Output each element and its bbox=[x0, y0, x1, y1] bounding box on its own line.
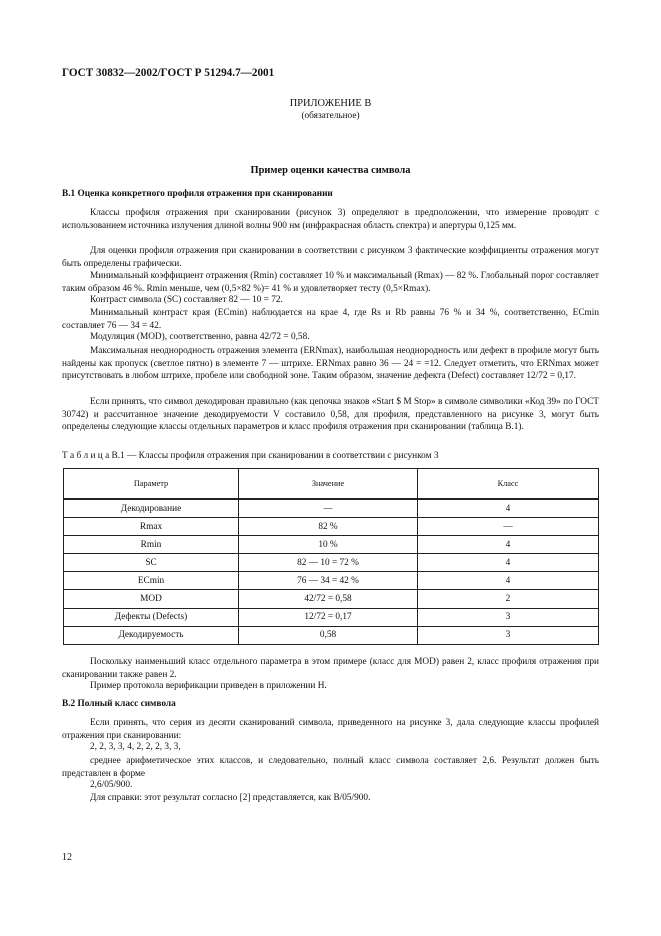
appendix-title: ПРИЛОЖЕНИЕ В bbox=[289, 98, 372, 109]
table-header-row bbox=[64, 469, 599, 500]
section-1-paragraph-6: Модуляция (MOD), соответственно, равна 42/72 = 0,58. bbox=[90, 332, 310, 342]
cell-parameter: ECmin bbox=[64, 572, 239, 590]
document-header: ГОСТ 30832—2002/ГОСТ Р 51294.7—2001 bbox=[62, 67, 275, 79]
cell-class: — bbox=[418, 518, 599, 536]
cell-class: 4 bbox=[418, 572, 599, 590]
section-2-heading: В.2 Полный класс символа bbox=[62, 699, 176, 709]
cell-class: 4 bbox=[418, 536, 599, 554]
section-1-paragraph-3: Минимальный коэффициент отражения (Rmin) составляет 10 % и максимальный (Rmax) — 82 %. Глобальный порог составляет таким образом 46 %. Rmin меньше, чем (0,5×82 %)= 41 % и удовлетворяет тесту (0,5×Rmax). bbox=[62, 271, 599, 294]
cell-parameter: MOD bbox=[64, 590, 239, 608]
table-row bbox=[64, 518, 599, 536]
cell-value: 76 — 34 = 42 % bbox=[239, 572, 418, 590]
cell-value: 12/72 = 0,17 bbox=[239, 608, 418, 626]
main-title: Пример оценки качества символа bbox=[250, 165, 411, 176]
table-row bbox=[64, 608, 599, 626]
appendix-status: (обязательное) bbox=[301, 111, 360, 121]
section-2-paragraph-2: 2, 2, 3, 3, 4, 2, 2, 2, 3, 3, bbox=[90, 742, 181, 752]
table-row bbox=[64, 572, 599, 590]
cell-parameter: Декодирование bbox=[64, 499, 239, 518]
table-caption: Т а б л и ц а В.1 — Классы профиля отражения при сканировании в соответствии с рисунком 3 bbox=[62, 451, 439, 461]
section-2-paragraph-5: Для справки: этот результат согласно [2] представляется, как В/05/900. bbox=[90, 793, 371, 803]
cell-parameter: SC bbox=[64, 554, 239, 572]
cell-value: — bbox=[239, 499, 418, 518]
section-1-paragraph-5: Минимальный контраст края (ECmin) наблюдается на крае 4, где Rs и Rb равны 76 % и 34 %, соответственно, ECmin составляет 76 — 34 = 42. bbox=[62, 308, 599, 331]
cell-class: 3 bbox=[418, 608, 599, 626]
section-1-paragraph-4: Контраст символа (SC) составляет 82 — 10 = 72. bbox=[90, 295, 283, 305]
cell-parameter: Дефекты (Defects) bbox=[64, 608, 239, 626]
cell-class: 4 bbox=[418, 499, 599, 518]
section-2-paragraph-3: среднее арифметическое этих классов, и следовательно, полный класс символа составляет 2,6. Результат должен быть представлен в форме bbox=[62, 756, 599, 779]
table-row bbox=[64, 536, 599, 554]
section-1-paragraph-2: Для оценки профиля отражения при сканировании в соответствии с рисунком 3 фактические коэффициенты отражения могут быть определены графически. bbox=[62, 246, 599, 269]
section-2-paragraph-4: 2,6/05/900. bbox=[90, 780, 133, 790]
cell-parameter: Rmax bbox=[64, 518, 239, 536]
table-row bbox=[64, 499, 599, 518]
cell-parameter: Декодируемость bbox=[64, 626, 239, 644]
page-number: 12 bbox=[62, 852, 72, 863]
table-row bbox=[64, 590, 599, 608]
cell-class: 2 bbox=[418, 590, 599, 608]
table-row bbox=[64, 626, 599, 644]
cell-class: 4 bbox=[418, 554, 599, 572]
section-1-paragraph-1: Классы профиля отражения при сканировании (рисунок 3) определяют в предположении, что измерение проводят с использованием источника излучения длиной волны 900 нм (инфракрасная область спектра) и апертуры 0,125 мм. bbox=[62, 208, 599, 231]
after-table-paragraph-2: Пример протокола верификации приведен в приложении Н. bbox=[90, 681, 327, 691]
classes-table bbox=[63, 468, 599, 645]
table-row bbox=[64, 554, 599, 572]
cell-value: 82 % bbox=[239, 518, 418, 536]
header-parameter: Параметр bbox=[64, 469, 239, 500]
cell-class: 3 bbox=[418, 626, 599, 644]
cell-value: 82 — 10 = 72 % bbox=[239, 554, 418, 572]
section-2-paragraph-1: Если принять, что серия из десяти сканирований символа, приведенного на рисунке 3, дала следующие классы профилей отражения при сканировании: bbox=[62, 718, 599, 741]
after-table-paragraph-1: Поскольку наименьший класс отдельного параметра в этом примере (класс для MOD) равен 2, класс профиля отражения при сканировании также равен 2. bbox=[62, 657, 599, 680]
cell-value: 42/72 = 0,58 bbox=[239, 590, 418, 608]
cell-parameter: Rmin bbox=[64, 536, 239, 554]
section-1-heading: В.1 Оценка конкретного профиля отражения при сканировании bbox=[62, 189, 333, 199]
header-value: Значение bbox=[239, 469, 418, 500]
cell-value: 10 % bbox=[239, 536, 418, 554]
section-1-paragraph-8: Если принять, что символ декодирован правильно (как цепочка знаков «Start $ M Stop» в символе символики «Код 39» по ГОСТ 30742) и рассчитанное значение декодируемости V составило 0,58, для профиля, представленного на рисунке 3, могут быть определены следующие классы отдельных параметров и класс профиля отражения при сканировании (таблица В.1). bbox=[62, 397, 599, 433]
header-class: Класс bbox=[418, 469, 599, 500]
cell-value: 0,58 bbox=[239, 626, 418, 644]
section-1-paragraph-7: Максимальная неоднородность отражения элемента (ERNmax), наибольшая неоднородность или дефект в профиле могут быть найдены как пропуск (светлое пятно) в элементе 7 — штрихе. ERNmax равно 36 — 24 = =12. Следует отметить, что ERNmax может присутствовать в любом штрихе, пробеле или свободной зоне. Таким образом, значение дефекта (Defect) составляет 12/72 = 0,17. bbox=[62, 346, 599, 382]
